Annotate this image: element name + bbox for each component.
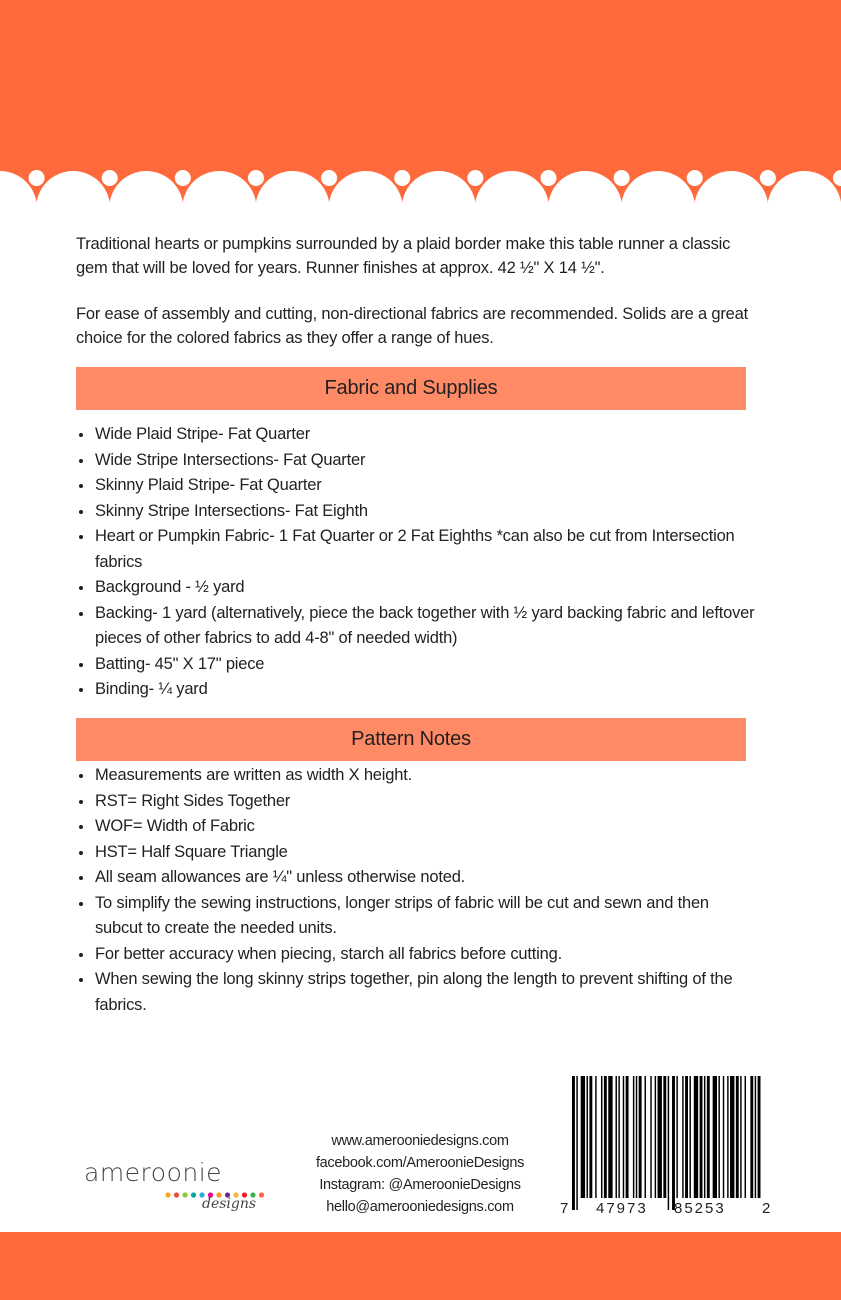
barcode-bar [616, 1076, 617, 1198]
pattern-note-item: For better accuracy when piecing, starch all fabrics before cutting. [76, 942, 756, 968]
pattern-note-item: Measurements are written as width X height. [76, 763, 756, 789]
barcode-bar [704, 1076, 705, 1198]
barcode-bar [685, 1076, 688, 1198]
fabric-supply-item: Background - ½ yard [76, 575, 756, 601]
barcode-bar [713, 1076, 717, 1198]
facebook-link[interactable]: facebook.com/AmeroonieDesigns [315, 1155, 525, 1171]
barcode-lead-digit: 7 [560, 1200, 569, 1217]
logo-dot [182, 1192, 187, 1197]
barcode-bar [745, 1076, 746, 1198]
fabric-supply-item: Heart or Pumpkin Fabric- 1 Fat Quarter or 2 Fat Eighths *can also be cut from Intersection fabrics [76, 524, 756, 575]
fabric-supplies-header: Fabric and Supplies [76, 367, 746, 410]
barcode-bar [650, 1076, 651, 1198]
barcode-bar [636, 1076, 637, 1198]
barcode-bar [672, 1076, 675, 1210]
fabric-supply-item: Binding- ¼ yard [76, 677, 756, 703]
fabric-supply-item: Wide Plaid Stripe- Fat Quarter [76, 422, 756, 448]
barcode-bar [689, 1076, 690, 1198]
intro-paragraph-2: For ease of assembly and cutting, non-directional fabrics are recommended. Solids are a great choice for the colored fabrics as they offer a range of hues. [76, 305, 749, 347]
pattern-note-item: WOF= Width of Fabric [76, 814, 756, 840]
barcode-bar [727, 1076, 728, 1198]
barcode-bar [668, 1076, 669, 1210]
barcode-bar [639, 1076, 642, 1198]
barcode-bar [736, 1076, 739, 1198]
barcode-bar [723, 1076, 724, 1198]
barcode-right-group: 85253 [674, 1200, 726, 1217]
barcode-bar [682, 1076, 683, 1198]
logo-dot [259, 1192, 264, 1197]
barcode-bar [626, 1076, 629, 1198]
barcode-bar [589, 1076, 592, 1198]
barcode-bar [707, 1076, 710, 1198]
barcode-bar [608, 1076, 612, 1198]
barcode-bar [655, 1076, 656, 1198]
pattern-note-item: HST= Half Square Triangle [76, 840, 756, 866]
scalloped-top-banner [0, 0, 841, 210]
fabric-supplies-list [76, 422, 756, 703]
upc-barcode [556, 1076, 786, 1218]
pattern-notes-list [76, 763, 756, 1018]
barcode-bar [694, 1076, 698, 1198]
bottom-banner [0, 1232, 841, 1300]
fabric-supply-item: Wide Stripe Intersections- Fat Quarter [76, 448, 756, 474]
fabric-supply-item: Batting- 45" X 17" piece [76, 652, 756, 678]
barcode-bar [676, 1076, 677, 1198]
barcode-bar [645, 1076, 646, 1198]
pattern-notes-header: Pattern Notes [76, 718, 746, 761]
logo-dot [165, 1192, 170, 1197]
barcode-bar [576, 1076, 577, 1210]
barcode-bar [663, 1076, 666, 1198]
barcode-bar [581, 1076, 585, 1198]
website-link[interactable]: www.amerooniedesigns.com [331, 1133, 509, 1149]
email-link[interactable]: hello@amerooniedesigns.com [326, 1199, 514, 1215]
barcode-bar [572, 1076, 575, 1210]
barcode-bar [758, 1076, 761, 1198]
barcode-check-digit: 2 [762, 1200, 771, 1217]
contact-info [300, 1130, 540, 1218]
barcode-bar [595, 1076, 596, 1198]
barcode-bar [618, 1076, 619, 1198]
barcode-left-group: 47973 [596, 1200, 648, 1217]
fabric-supply-item: Backing- 1 yard (alternatively, piece the back together with ½ yard backing fabric and leftover pieces of other fabrics to add 4-8" of needed width) [76, 601, 756, 652]
barcode-bar [750, 1076, 753, 1198]
barcode-bar [601, 1076, 602, 1198]
pattern-note-item: RST= Right Sides Together [76, 789, 756, 815]
fabric-supply-item: Skinny Stripe Intersections- Fat Eighth [76, 499, 756, 525]
logo-dot [191, 1192, 196, 1197]
barcode-bar [658, 1076, 662, 1198]
barcode-bar [700, 1076, 703, 1198]
barcode-bar [633, 1076, 634, 1198]
pattern-note-item: To simplify the sewing instructions, longer strips of fabric will be cut and sewn and then subcut to create the needed units. [76, 891, 756, 942]
logo-dot [174, 1192, 179, 1197]
barcode-bar [740, 1076, 741, 1198]
pattern-note-item: When sewing the long skinny strips together, pin along the length to prevent shifting of the fabrics. [76, 967, 756, 1018]
fabric-supply-item: Skinny Plaid Stripe- Fat Quarter [76, 473, 756, 499]
logo-subtitle: designs [202, 1196, 257, 1212]
logo-wordmark: ameroonie [84, 1158, 223, 1187]
barcode-bar [730, 1076, 734, 1198]
barcode-bar [755, 1076, 756, 1198]
barcode-bar [718, 1076, 719, 1198]
intro-paragraph-1: Traditional hearts or pumpkins surrounded by a plaid border make this table runner a classic gem that will be loved for years. Runner finishes at approx. 42 ½" X 14 ½". [76, 235, 731, 277]
instagram-link[interactable]: Instagram: @AmeroonieDesigns [319, 1177, 521, 1193]
barcode-bar [604, 1076, 607, 1198]
pattern-note-item: All seam allowances are ¼" unless otherwise noted. [76, 865, 756, 891]
ameroonie-logo [84, 1158, 274, 1222]
barcode-bar [623, 1076, 624, 1198]
barcode-bar [587, 1076, 588, 1198]
